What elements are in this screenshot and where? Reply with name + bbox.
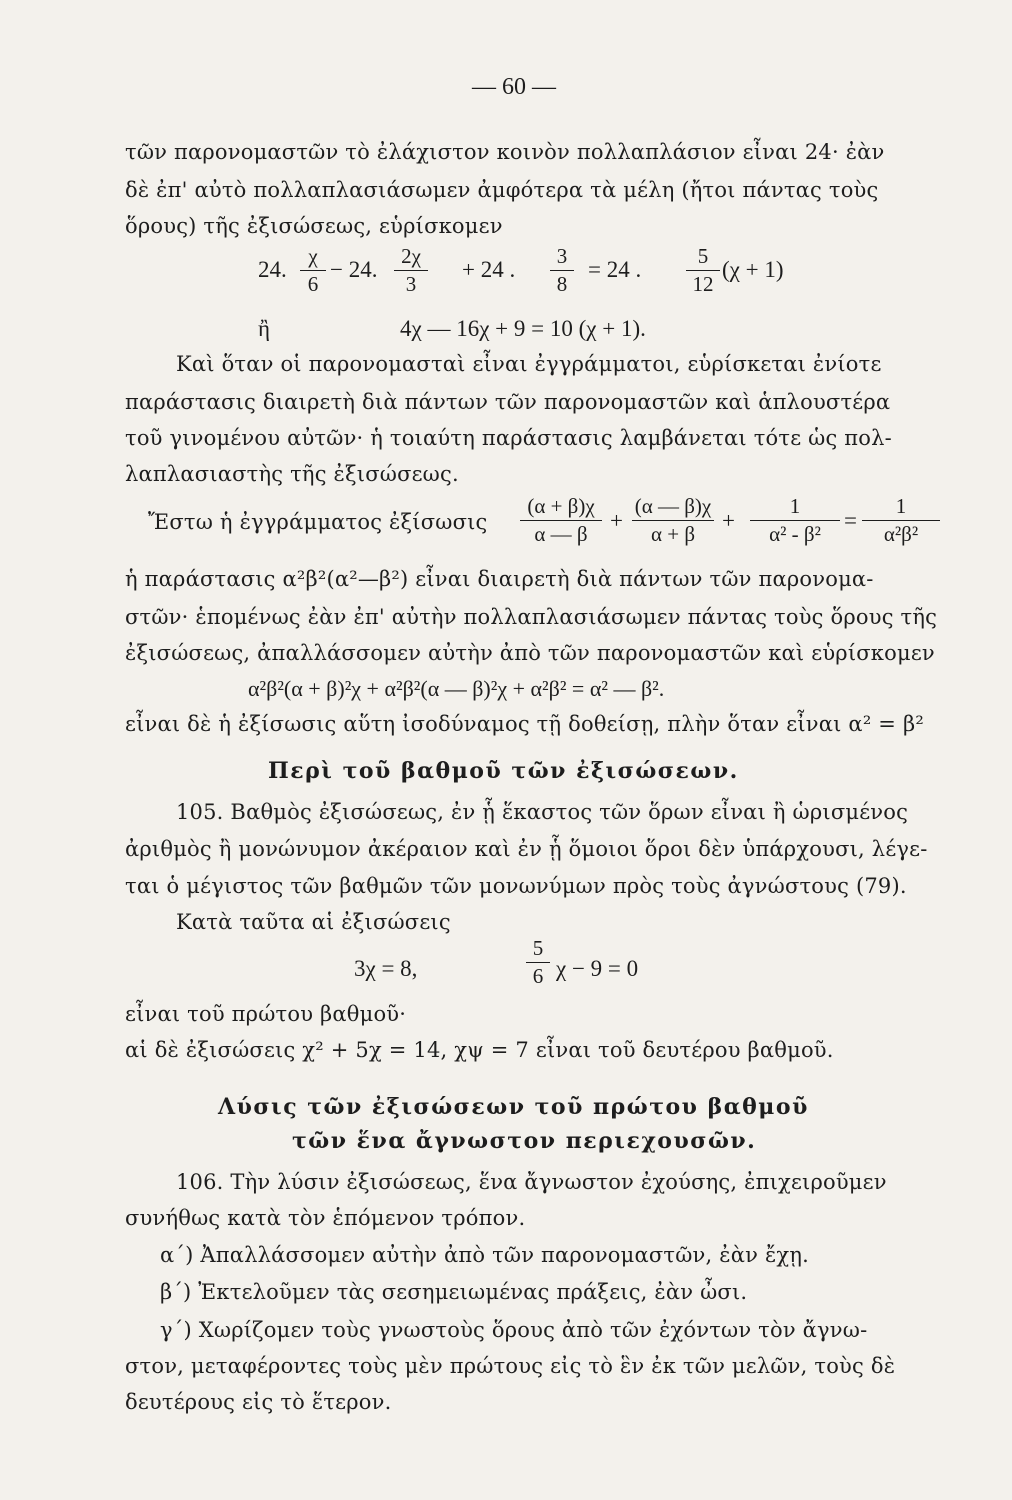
text-line: τοῦ γινομένου αὐτῶν· ἡ τοιαύτη παράστασις λαμβάνεται τότε ὡς πολ-	[125, 426, 892, 450]
text-line: συνήθως κατὰ τὸν ἑπόμενον τρόπον.	[125, 1206, 526, 1230]
text-line: ται ὁ μέγιστος τῶν βαθμῶν τῶν μονωνύμων πρὸς τοὺς ἀγνώστους (79).	[125, 874, 907, 898]
fraction: 5 12	[686, 244, 720, 297]
text-line: ἀριθμὸς ἢ μονώνυμον ἀκέραιον καὶ ἐν ᾗ ὅμοιοι ὅροι δὲν ὑπάρχουσι, λέγε-	[125, 837, 928, 861]
page-number: — 60 —	[472, 74, 556, 100]
equation-4: α²β²(α + β)²χ + α²β²(α — β)²χ + α²β² = α² — β².	[248, 676, 665, 701]
fraction: 3 8	[550, 244, 574, 297]
fraction: χ 6	[300, 244, 326, 297]
fraction: 1 α²β²	[862, 494, 940, 547]
text-line: εἶναι τοῦ πρώτου βαθμοῦ·	[125, 1002, 407, 1026]
section-heading: Λύσις τῶν ἐξισώσεων τοῦ πρώτου βαθμοῦ	[218, 1094, 809, 1120]
text-line: τῶν παρονομαστῶν τὸ ἐλάχιστον κοινὸν πολλαπλάσιον εἶναι 24· ἐὰν	[125, 140, 885, 164]
fraction: (α — β)χ α + β	[632, 494, 714, 547]
eq-term: 3χ = 8,	[354, 956, 418, 981]
text-line: παράστασις διαιρετὴ διὰ πάντων τῶν παρονομαστῶν καὶ ἁπλουστέρα	[125, 390, 891, 414]
section-heading: Περὶ τοῦ βαθμοῦ τῶν ἐξισώσεων.	[268, 758, 739, 784]
eq-op: +	[610, 508, 623, 533]
text-line: ἐξισώσεως, ἀπαλλάσσομεν αὐτὴν ἀπὸ τῶν παρονομαστῶν καὶ εὑρίσκομεν	[125, 641, 935, 665]
text-line: ὅρους) τῆς ἐξισώσεως, εὑρίσκομεν	[125, 214, 503, 238]
text-line: αἱ δὲ ἐξισώσεις χ² + 5χ = 14, χψ = 7 εἶναι τοῦ δευτέρου βαθμοῦ.	[125, 1038, 834, 1062]
text-line: Καὶ ὅταν οἱ παρονομασταὶ εἶναι ἐγγράμματοι, εὑρίσκεται ἐνίοτε	[176, 352, 882, 376]
text-line: ἡ παράστασις α²β²(α²—β²) εἶναι διαιρετὴ διὰ πάντων τῶν παρονομα-	[125, 567, 874, 591]
text-line: 106. Τὴν λύσιν ἐξισώσεως, ἕνα ἄγνωστον ἐχούσης, ἐπιχειροῦμεν	[176, 1170, 887, 1194]
eq-or: ἢ	[258, 316, 271, 341]
fraction: 5 6	[526, 936, 550, 989]
eq-term: χ − 9 = 0	[556, 956, 639, 981]
fraction: 2χ 3	[394, 244, 428, 297]
text-line: β΄) Ἐκτελοῦμεν τὰς σεσημειωμένας πράξεις, ἐὰν ὦσι.	[160, 1280, 748, 1304]
eq-term: (χ + 1)	[722, 257, 784, 282]
eq-term: 24.	[258, 257, 287, 282]
eq-term: + 24 .	[462, 257, 516, 282]
text-line: δὲ ἐπ' αὐτὸ πολλαπλασιάσωμεν ἀμφότερα τὰ μέλη (ἤτοι πάντας τοὺς	[125, 178, 879, 202]
text-line: 105. Βαθμὸς ἐξισώσεως, ἐν ᾗ ἕκαστος τῶν ὅρων εἶναι ἢ ὡρισμένος	[176, 800, 909, 824]
eq-term: = 24 .	[588, 257, 642, 282]
eq-intro: Ἔστω ἡ ἐγγράμματος ἐξίσωσις	[148, 510, 488, 534]
section-heading: τῶν ἕνα ἄγνωστον περιεχουσῶν.	[292, 1128, 757, 1154]
text-line: Κατὰ ταῦτα αἱ ἐξισώσεις	[176, 910, 451, 934]
equation-2: 4χ — 16χ + 9 = 10 (χ + 1).	[400, 316, 646, 341]
text-line: λαπλασιαστὴς τῆς ἐξισώσεως.	[125, 462, 459, 486]
text-line: εἶναι δὲ ἡ ἐξίσωσις αὕτη ἰσοδύναμος τῇ δοθείσῃ, πλὴν ὅταν εἶναι α² = β²	[125, 712, 924, 736]
text-line: στῶν· ἑπομένως ἐὰν ἐπ' αὐτὴν πολλαπλασιάσωμεν πάντας τοὺς ὅρους τῆς	[125, 605, 938, 629]
eq-term: − 24.	[330, 257, 378, 282]
eq-op: =	[844, 508, 857, 533]
text-line: δευτέρους εἰς τὸ ἕτερον.	[125, 1390, 392, 1414]
text-line: γ΄) Χωρίζομεν τοὺς γνωστοὺς ὅρους ἀπὸ τῶν ἐχόντων τὸν ἄγνω-	[160, 1318, 868, 1342]
text-line: α΄) Ἀπαλλάσσομεν αὐτὴν ἀπὸ τῶν παρονομαστῶν, ἐὰν ἔχῃ.	[160, 1243, 809, 1267]
fraction: 1 α² - β²	[750, 494, 840, 547]
eq-op: +	[722, 508, 735, 533]
fraction: (α + β)χ α — β	[520, 494, 602, 547]
text-line: στον, μεταφέροντες τοὺς μὲν πρώτους εἰς τὸ ἓν ἐκ τῶν μελῶν, τοὺς δὲ	[125, 1354, 896, 1378]
